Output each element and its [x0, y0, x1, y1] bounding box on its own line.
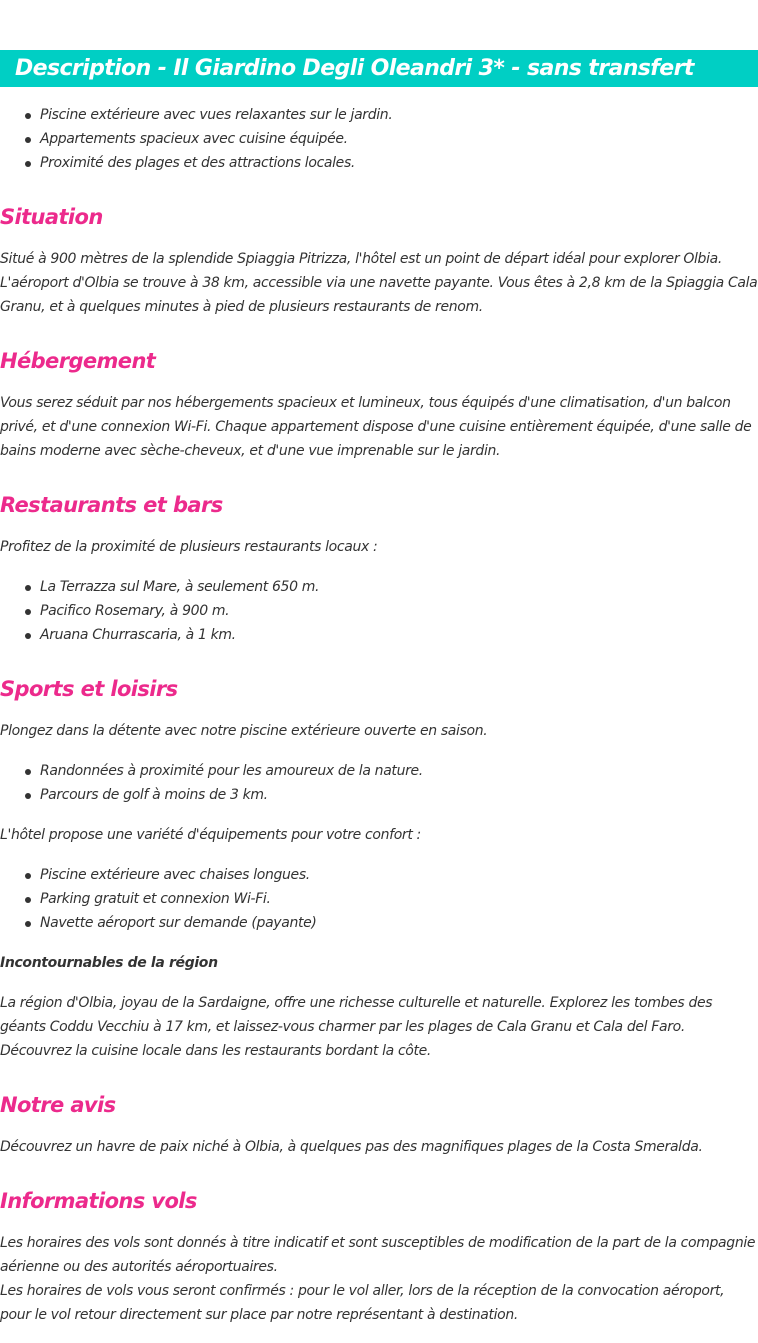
region-subheading: Incontournables de la région [0, 955, 218, 971]
list-item: Appartements spacieux avec cuisine équipée. [0, 127, 758, 151]
avis-text: Découvrez un havre de paix niché à Olbia, à quelques pas des magnifiques plages de la Costa Smeralda. [0, 1139, 703, 1155]
list-item: Piscine extérieure avec vues relaxantes sur le jardin. [0, 103, 758, 127]
equipment-list [0, 863, 758, 935]
situation-heading: Situation [0, 205, 103, 229]
vols-text-2: Les horaires de vols vous seront confirmés : pour le vol aller, lors de la réception de la convocation aéroport, pour le vol retour directement sur place par notre représentant à destination. [0, 1283, 725, 1323]
list-item: Navette aéroport sur demande (payante) [0, 911, 758, 935]
region-text: La région d'Olbia, joyau de la Sardaigne, offre une richesse culturelle et naturelle. Explorez les tombes des géants Coddu Vecchiu à 17 km, et laissez-vous charmer par les plages de Cala Granu et Cala del Faro. Découvrez la cuisine locale dans les restaurants bordant la côte. [0, 995, 713, 1059]
hebergement-heading: Hébergement [0, 349, 156, 373]
vols-text-1: Les horaires des vols sont donnés à titre indicatif et sont susceptibles de modification de la part de la compagnie aérienne ou des autorités aéroportuaires. [0, 1235, 756, 1275]
list-item: Parcours de golf à moins de 3 km. [0, 783, 758, 807]
list-item: Pacifico Rosemary, à 900 m. [0, 599, 758, 623]
vols-heading: Informations vols [0, 1189, 197, 1213]
restaurants-list [0, 575, 758, 647]
list-item: Proximité des plages et des attractions locales. [0, 151, 758, 175]
situation-text: Situé à 900 mètres de la splendide Spiaggia Pitrizza, l'hôtel est un point de départ idéal pour explorer Olbia. L'aéroport d'Olbia se trouve à 38 km, accessible via une navette payante. Vous êtes à 2,8 km de la Spiaggia Cala Granu, et à quelques minutes à pied de plusieurs restaurants de renom. [0, 251, 758, 315]
restaurants-intro: Profitez de la proximité de plusieurs restaurants locaux : [0, 539, 378, 555]
intro-bullet-list [0, 103, 758, 175]
restaurants-heading: Restaurants et bars [0, 493, 223, 517]
hebergement-text: Vous serez séduit par nos hébergements spacieux et lumineux, tous équipés d'une climatisation, d'un balcon privé, et d'une connexion Wi-Fi. Chaque appartement dispose d'une cuisine entièrement équipée, d'une salle de bains moderne avec sèche-cheveux, et d'une vue imprenable sur le jardin. [0, 395, 752, 459]
description-banner [0, 50, 758, 87]
page-title: Description - Il Giardino Degli Oleandri 3* - sans transfert [15, 56, 694, 81]
avis-heading: Notre avis [0, 1093, 116, 1117]
list-item: Randonnées à proximité pour les amoureux de la nature. [0, 759, 758, 783]
list-item: Aruana Churrascaria, à 1 km. [0, 623, 758, 647]
sports-intro: Plongez dans la détente avec notre piscine extérieure ouverte en saison. [0, 723, 488, 739]
sports-list [0, 759, 758, 807]
equipment-intro: L'hôtel propose une variété d'équipements pour votre confort : [0, 827, 421, 843]
sports-heading: Sports et loisirs [0, 677, 178, 701]
list-item: Parking gratuit et connexion Wi-Fi. [0, 887, 758, 911]
list-item: La Terrazza sul Mare, à seulement 650 m. [0, 575, 758, 599]
list-item: Piscine extérieure avec chaises longues. [0, 863, 758, 887]
